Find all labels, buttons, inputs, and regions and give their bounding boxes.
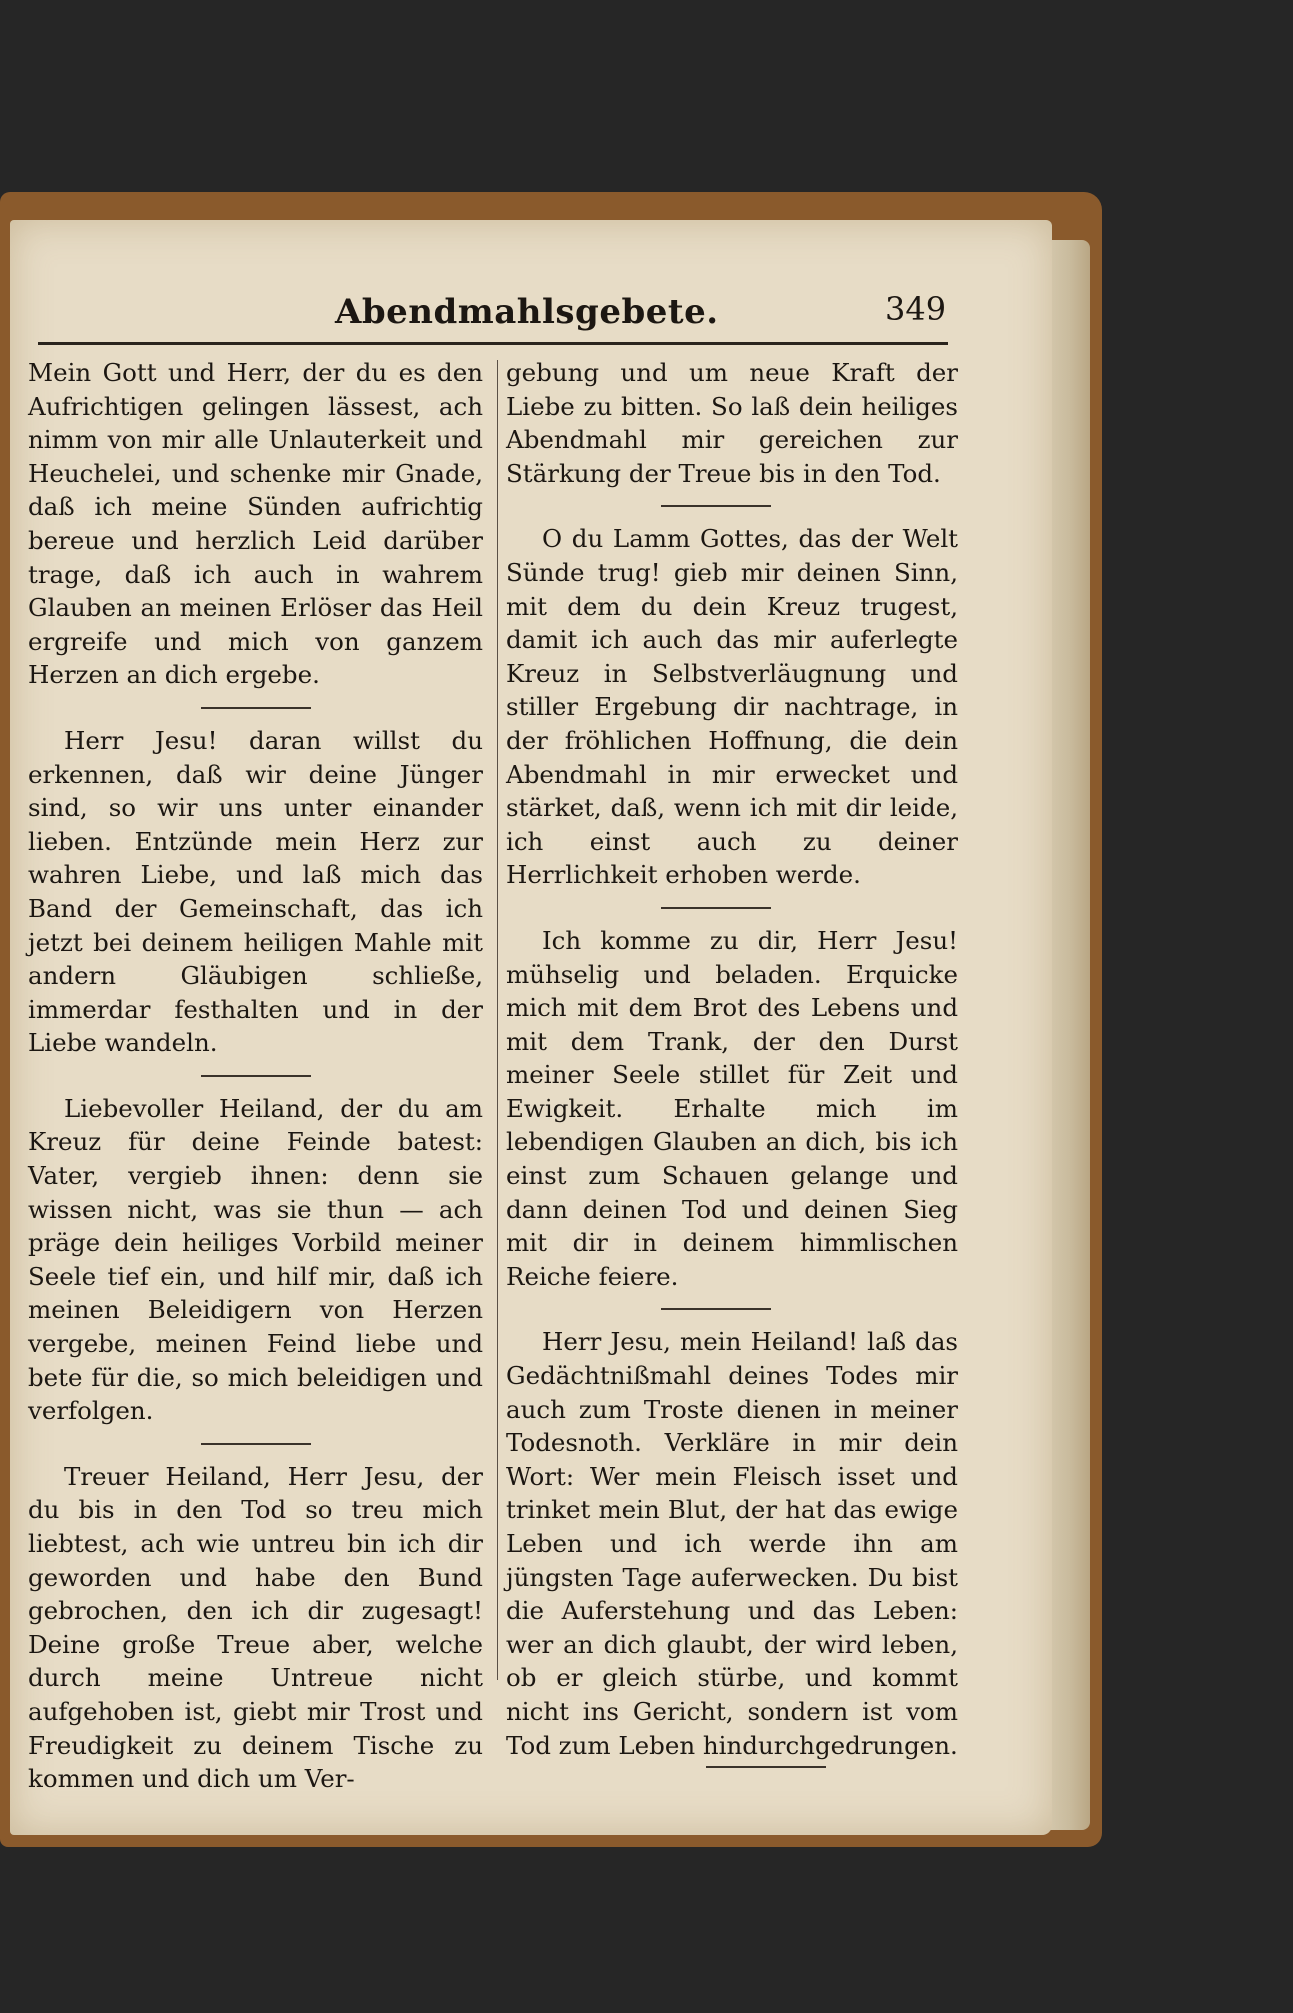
page-number: 349 xyxy=(885,290,947,328)
prayer-paragraph: gebung und um neue Kraft der Liebe zu bitten. So laß dein heiliges Abendmahl mir gereichen zur Stärkung der Treue bis in den Tod. xyxy=(506,358,958,488)
book-page xyxy=(10,220,1052,1835)
separator-rule xyxy=(201,707,311,709)
header-rule xyxy=(38,342,948,345)
prayer-paragraph: Ich komme zu dir, Herr Jesu! mühselig und beladen. Erquicke mich mit dem Brot des Lebens und mit dem Trank, der den Durst meiner Seele stillet für Zeit und Ewigkeit. Erhalte mich im lebendigen Glauben an dich, bis ich einst zum Schauen gelange und dann deinen Tod und deinen Sieg mit dir in deinem himmlischen Reiche feiere. xyxy=(506,925,958,1291)
prayer-paragraph: Mein Gott und Herr, der du es den Aufrichtigen gelingen lässest, ach nimm von mir alle Unlauterkeit und Heuchelei, und schenke mir Gnade, daß ich meine Sünden aufrichtig bereue und herzlich Leid darüber trage, daß ich auch in wahrem Glauben an meinen Erlöser das Heil ergreife und mich von ganzem Herzen an dich ergebe. xyxy=(28,358,483,690)
prayer-paragraph: Treuer Heiland, Herr Jesu, der du bis in den Tod so treu mich liebtest, ach wie untreu bin ich dir geworden und habe den Bund gebrochen, den ich dir zugesagt! Deine große Treue aber, welche durch meine Untreue nicht aufgehoben ist, giebt mir Trost und Freudigkeit zu deinem Tische zu kommen und dich um Ver- xyxy=(28,1461,483,1794)
separator-rule xyxy=(661,907,771,909)
running-head xyxy=(10,292,1052,332)
separator-rule xyxy=(201,1075,311,1077)
left-column xyxy=(28,356,483,1796)
end-rule xyxy=(706,1766,826,1768)
separator-rule xyxy=(661,1308,771,1310)
separator-rule xyxy=(661,505,771,507)
separator-rule xyxy=(201,1443,311,1445)
prayer-paragraph: Herr Jesu, mein Heiland! laß das Gedächtnißmahl deines Todes mir auch zum Troste dienen in meiner Todesnoth. Verkläre in mir dein Wort: Wer mein Fleisch isset und trinket mein Blut, der hat das ewige Leben und ich werde ihn am jüngsten Tage auferwecken. Du bist die Auferstehung und das Leben: wer an dich glaubt, der wird leben, ob er gleich stürbe, und kommt nicht ins Gericht, sondern ist vom Tod zum Leben hindurchgedrungen. xyxy=(506,1327,958,1760)
prayer-paragraph: Herr Jesu! daran willst du erkennen, daß wir deine Jünger sind, so wir uns unter einander lieben. Entzünde mein Herz zur wahren Liebe, und laß mich das Band der Gemeinschaft, das ich jetzt bei deinem heiligen Mahle mit andern Gläubigen schließe, immerdar festhalten und in der Liebe wandeln. xyxy=(28,725,483,1058)
column-divider xyxy=(497,360,498,1680)
prayer-paragraph: O du Lamm Gottes, das der Welt Sünde trug! gieb mir deinen Sinn, mit dem du dein Kreuz trugest, damit ich auch das mir auferlegte Kreuz in Selbstverläugnung und stiller Ergebung dir nachtrage, in der fröhlichen Hoffnung, die dein Abendmahl in mir erwecket und stärket, daß, wenn ich mit dir leide, ich einst auch zu deiner Herrlichkeit erhoben werde. xyxy=(506,524,958,890)
page-title: Abendmahlsgebete. xyxy=(335,292,719,332)
right-column xyxy=(506,356,958,1768)
prayer-paragraph: Liebevoller Heiland, der du am Kreuz für deine Feinde batest: Vater, vergieb ihnen: denn sie wissen nicht, was sie thun — ach präge dein heiliges Vorbild meiner Seele tief ein, und hilf mir, daß ich meinen Beleidigern von Herzen vergebe, meinen Feind liebe und bete für die, so mich beleidigen und verfolgen. xyxy=(28,1093,483,1426)
